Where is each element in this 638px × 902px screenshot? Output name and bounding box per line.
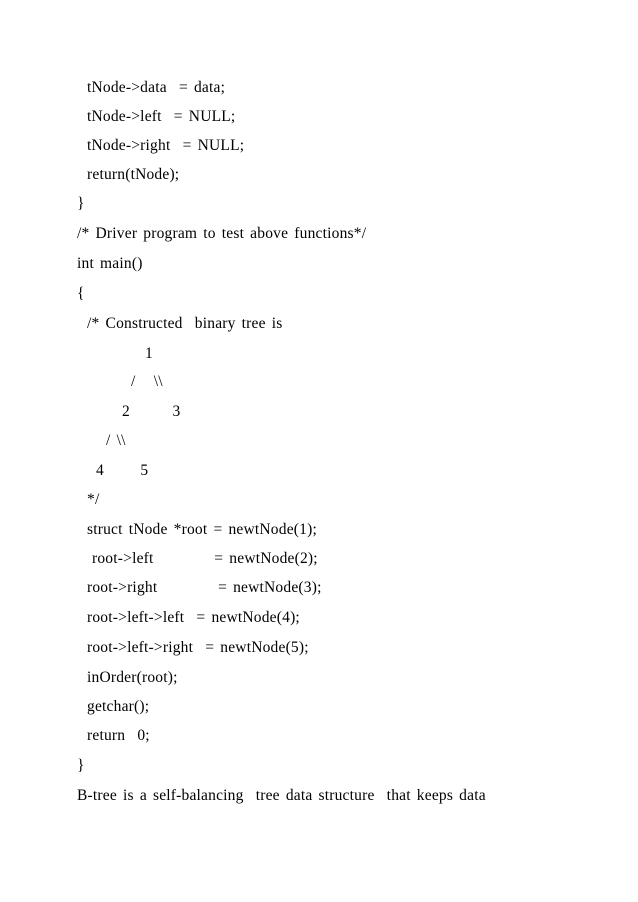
prose-line: B-tree is a self-balancing tree data structure that keeps data: [77, 787, 486, 804]
code-line: /* Driver program to test above functions*/: [77, 225, 367, 242]
code-line: tNode->right = NULL;: [87, 137, 245, 154]
code-line: int main(): [77, 255, 143, 272]
code-line: / \\: [106, 432, 126, 449]
code-line: return 0;: [87, 727, 150, 744]
code-line: root->left->right = newtNode(5);: [87, 639, 309, 656]
code-line: */: [87, 491, 100, 508]
code-line: /* Constructed binary tree is: [87, 315, 283, 332]
code-line: root->left = newtNode(2);: [92, 550, 318, 567]
code-line: root->right = newtNode(3);: [87, 579, 322, 596]
code-line: }: [77, 757, 85, 774]
code-line: }: [77, 195, 85, 212]
code-line: tNode->data = data;: [87, 79, 226, 96]
code-line: inOrder(root);: [87, 669, 178, 686]
code-line: 1: [145, 345, 153, 362]
code-line: 2 3: [122, 403, 181, 420]
code-line: return(tNode);: [87, 166, 180, 183]
code-line: root->left->left = newtNode(4);: [87, 609, 300, 626]
code-line: getchar();: [87, 698, 150, 715]
code-line: {: [77, 285, 85, 302]
code-line: tNode->left = NULL;: [87, 108, 236, 125]
code-line: / \\: [131, 373, 163, 390]
code-line: 4 5: [96, 462, 149, 479]
code-line: struct tNode *root = newtNode(1);: [87, 521, 317, 538]
